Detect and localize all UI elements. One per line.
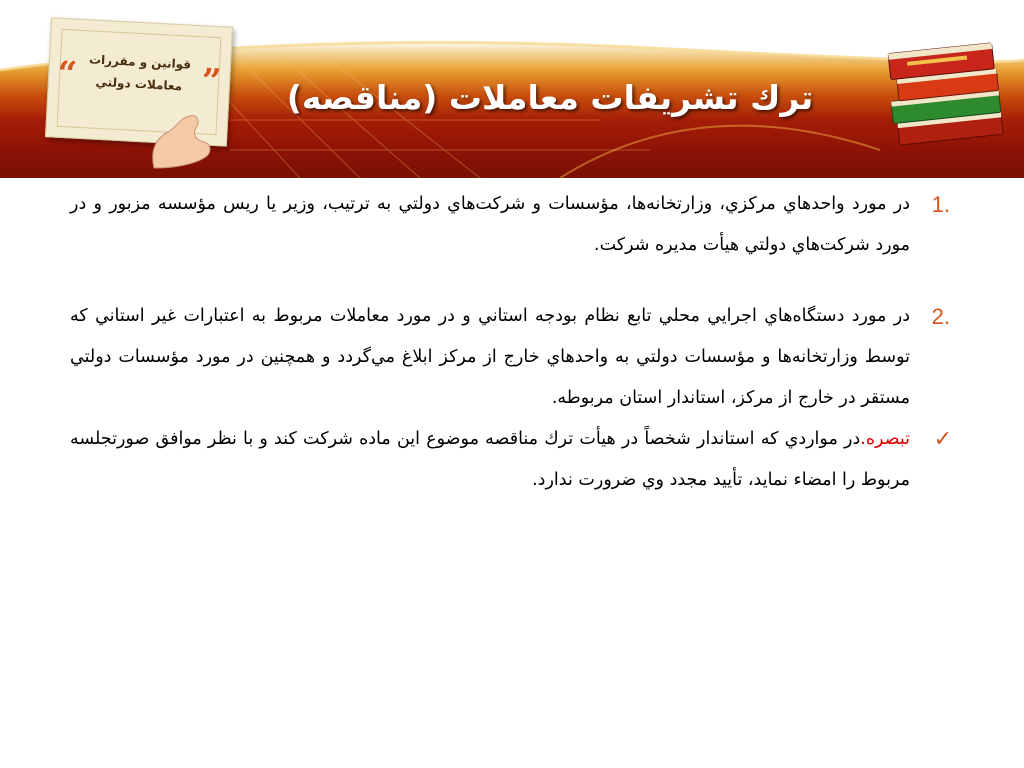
note-line-1: قوانين و مقررات [88, 52, 192, 72]
item-number: 1. [931, 192, 950, 217]
slide-header [0, 0, 1024, 178]
item-text: در مورد واحدهاي مركزي، وزارتخانه‌ها، مؤسسات و شركت‌هاي دولتي به ترتيب، وزير يا ريس مؤسسه مزبور و در مورد شركت‌هاي دولتي هيأت مديره شركت. [70, 194, 910, 255]
note-item [70, 419, 952, 501]
note-text [70, 419, 910, 501]
item-text: در مورد دستگاه‌هاي اجرايي محلي تابع نظام بودجه استاني و در مورد معاملات مربوط به اعتبارات غير استاني كه توسط وزارتخانه‌ها و مؤسسات دولتي به واحدهاي خارج از مركز ابلاغ مي‌گردد و همچنين در مورد مؤسسات دولتي مستقر در خارج از مركز، استاندار استان مربوطه. [70, 306, 910, 408]
list-item [70, 296, 950, 419]
open-quote-icon: “ [56, 53, 78, 95]
item-number: 2. [931, 304, 950, 329]
close-quote-icon: ” [200, 61, 223, 103]
note-label [78, 48, 200, 98]
books-icon [880, 28, 1010, 153]
note-line-2: معاملات دولتي [95, 74, 183, 94]
note-body: در مواردي كه استاندار شخصاً در هيأت ترك مناقصه موضوع اين ماده شركت كند و با نظر موافق صورتجلسه مربوط را امضاء نمايد، تأييد مجدد وي ضرورت ندارد. [70, 429, 910, 490]
page-title: ترك تشريفات معاملات (مناقصه) [286, 78, 814, 117]
hand-icon [146, 110, 216, 170]
note-label: تبصره. [860, 429, 910, 449]
list-item [70, 184, 950, 266]
content-list [70, 184, 952, 501]
check-icon: ✓ [933, 427, 952, 452]
